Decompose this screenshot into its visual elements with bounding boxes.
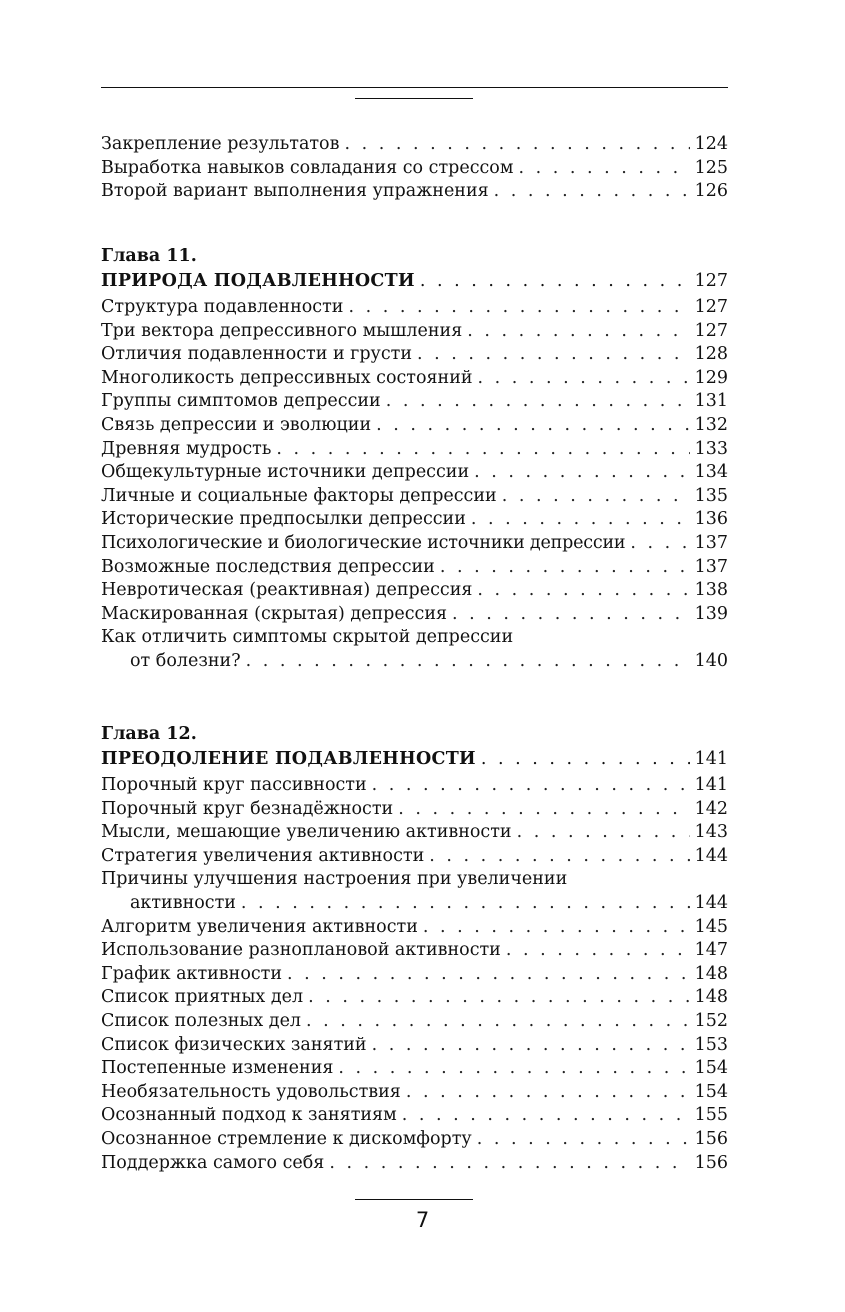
header-rule xyxy=(101,87,728,88)
toc-entry[interactable]: Возможные последствия депрессии . . . 137 xyxy=(101,556,728,580)
toc-entry[interactable]: Группы симптомов депрессии . . . 131 xyxy=(101,390,728,414)
toc-entry[interactable]: Общекультурные источники депрессии . . . 134 xyxy=(101,461,728,485)
toc-entry[interactable]: Стратегия увеличения активности . . . 144 xyxy=(101,845,728,869)
toc-entry[interactable]: Второй вариант выполнения упражнения . . . 126 xyxy=(101,180,728,204)
chapter-title-entry[interactable]: ПРЕОДОЛЕНИЕ ПОДАВЛЕННОСТИ . . . 141 xyxy=(101,746,728,773)
header-short-rule xyxy=(355,98,473,99)
toc-entry[interactable]: Маскированная (скрытая) депрессия . . . 139 xyxy=(101,603,728,627)
chapter-label: Глава 11. xyxy=(101,246,197,266)
toc-entry[interactable]: Использование разноплановой активности . . . 147 xyxy=(101,939,728,963)
toc-entry[interactable]: Список физических занятий . . . 153 xyxy=(101,1034,728,1058)
chapter-title-entry[interactable]: ПРИРОДА ПОДАВЛЕННОСТИ . . . 127 xyxy=(101,268,728,295)
chapter-11-section xyxy=(101,245,728,674)
toc-entry[interactable]: Личные и социальные факторы депрессии . . . 135 xyxy=(101,485,728,509)
toc-entry[interactable]: Постепенные изменения . . . 154 xyxy=(101,1057,728,1081)
toc-entry[interactable]: Порочный круг пассивности . . . 141 xyxy=(101,774,728,798)
toc-entry[interactable]: Отличия подавленности и грусти . . . 128 xyxy=(101,343,728,367)
footer-short-rule xyxy=(355,1199,473,1200)
toc-top-section xyxy=(101,133,728,204)
toc-entry[interactable]: Исторические предпосылки депрессии . . . 136 xyxy=(101,508,728,532)
toc-entry[interactable]: Невротическая (реактивная) депрессия . . . 138 xyxy=(101,579,728,603)
toc-entry[interactable]: Три вектора депрессивного мышления . . . 127 xyxy=(101,320,728,344)
toc-entry[interactable]: Структура подавленности . . . 127 xyxy=(101,296,728,320)
toc-entry[interactable]: Необязательность удовольствия . . . 154 xyxy=(101,1081,728,1105)
toc-entry[interactable]: Порочный круг безнадёжности . . . 142 xyxy=(101,798,728,822)
toc-entry-first-line[interactable]: Причины улучшения настроения при увеличении xyxy=(101,869,568,890)
toc-entry[interactable]: Психологические и биологические источники депрессии . . . 137 xyxy=(101,532,728,556)
toc-entry-first-line[interactable]: Как отличить симптомы скрытой депрессии xyxy=(101,627,514,648)
toc-entry[interactable]: Алгоритм увеличения активности . . . 145 xyxy=(101,916,728,940)
toc-entry[interactable]: Многоликость депрессивных состояний . . . 129 xyxy=(101,367,728,391)
toc-entry[interactable]: График активности . . . 148 xyxy=(101,963,728,987)
toc-entry[interactable]: Древняя мудрость . . . 133 xyxy=(101,438,728,462)
toc-entry[interactable]: Связь депрессии и эволюции . . . 132 xyxy=(101,414,728,438)
chapter-label: Глава 12. xyxy=(101,724,197,744)
toc-entry[interactable]: Поддержка самого себя . . . 156 xyxy=(101,1152,728,1176)
toc-entry-continuation[interactable]: активности . . . 144 xyxy=(101,892,728,916)
toc-entry[interactable]: Осознанное стремление к дискомфорту . . . 156 xyxy=(101,1128,728,1152)
chapter-12-section xyxy=(101,723,728,1175)
toc-entry[interactable]: Закрепление результатов . . . 124 xyxy=(101,133,728,157)
page-number: 7 xyxy=(415,1208,430,1232)
toc-entry[interactable]: Выработка навыков совладания со стрессом . . . 125 xyxy=(101,157,728,181)
toc-entry[interactable]: Список приятных дел . . . 148 xyxy=(101,986,728,1010)
toc-entry[interactable]: Мысли, мешающие увеличению активности . . . 143 xyxy=(101,821,728,845)
toc-entry-continuation[interactable]: от болезни? . . . 140 xyxy=(101,650,728,674)
toc-entry[interactable]: Список полезных дел . . . 152 xyxy=(101,1010,728,1034)
toc-entry[interactable]: Осознанный подход к занятиям . . . 155 xyxy=(101,1104,728,1128)
